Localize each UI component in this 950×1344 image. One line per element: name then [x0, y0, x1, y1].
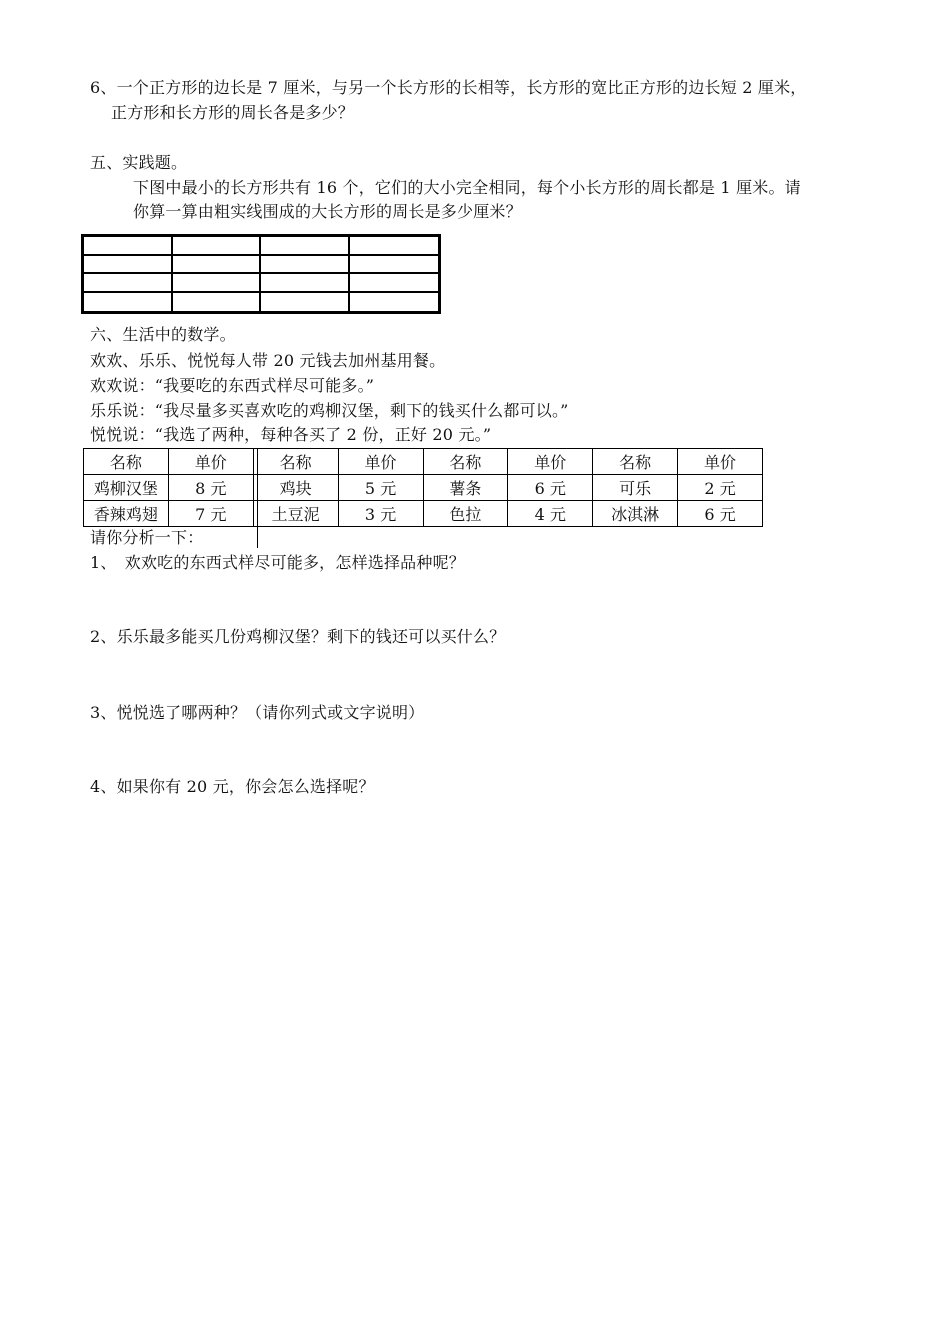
rectangle-grid-figure — [81, 234, 441, 314]
table-cell: 8 元 — [168, 475, 253, 501]
analysis-question-2: 2、乐乐最多能买几份鸡柳汉堡？剩下的钱还可以买什么？ — [90, 627, 506, 646]
grid-cell — [173, 274, 262, 293]
table-cell: 7 元 — [168, 501, 253, 527]
table-cell: 土豆泥 — [253, 501, 338, 527]
table-cell: 鸡块 — [253, 475, 338, 501]
header-cell: 名称 — [84, 449, 169, 475]
analysis-question-4: 4、如果你有 20 元，你会怎么选择呢？ — [90, 777, 375, 796]
grid-cell — [261, 256, 350, 275]
header-cell: 名称 — [593, 449, 678, 475]
section-6-title: 六、生活中的数学。 — [90, 325, 236, 344]
table-cell: 香辣鸡翅 — [84, 501, 169, 527]
table-cell: 色拉 — [423, 501, 508, 527]
analysis-question-3: 3、悦悦选了哪两种？（请你列式或文字说明） — [90, 703, 425, 722]
grid-cell — [350, 256, 439, 275]
table-cell: 冰淇淋 — [593, 501, 678, 527]
header-cell: 名称 — [423, 449, 508, 475]
grid-cell — [173, 237, 262, 256]
grid-cell — [261, 274, 350, 293]
header-cell: 单价 — [168, 449, 253, 475]
table-cell: 薯条 — [423, 475, 508, 501]
grid-cell — [350, 237, 439, 256]
yueyue-says: 悦悦说：“我选了两种，每种各买了 2 份，正好 20 元。” — [90, 425, 492, 444]
table-row — [84, 475, 763, 501]
huanhuan-says: 欢欢说：“我要吃的东西式样尽可能多。” — [90, 376, 375, 395]
table-cell: 6 元 — [678, 501, 763, 527]
table-cell: 4 元 — [508, 501, 593, 527]
grid-cell — [84, 237, 173, 256]
table-cell: 2 元 — [678, 475, 763, 501]
section-5-title: 五、实践题。 — [90, 153, 188, 172]
table-header-row — [84, 449, 763, 475]
question-6-line-1: 6、一个正方形的边长是 7 厘米，与另一个长方形的长相等，长方形的宽比正方形的边长短 2 厘米， — [90, 78, 807, 97]
grid-cell — [173, 256, 262, 275]
section-5-line-2: 你算一算由粗实线围成的大长方形的周长是多少厘米？ — [133, 202, 522, 221]
analysis-question-1: 1、 欢欢吃的东西式样尽可能多，怎样选择品种呢？ — [90, 553, 465, 572]
header-cell: 单价 — [508, 449, 593, 475]
grid-cell — [261, 237, 350, 256]
grid-cell — [84, 293, 173, 312]
analysis-intro: 请你分析一下： — [90, 528, 204, 547]
table-cell: 鸡柳汉堡 — [84, 475, 169, 501]
lele-says: 乐乐说：“我尽量多买喜欢吃的鸡柳汉堡，剩下的钱买什么都可以。” — [90, 401, 569, 420]
table-cell: 可乐 — [593, 475, 678, 501]
grid-cell — [84, 256, 173, 275]
table-cell: 5 元 — [338, 475, 423, 501]
section-6-intro: 欢欢、乐乐、悦悦每人带 20 元钱去加州基用餐。 — [90, 351, 446, 370]
grid-cell — [350, 293, 439, 312]
table-divider-line — [257, 448, 258, 548]
header-cell: 单价 — [678, 449, 763, 475]
grid-cell — [173, 293, 262, 312]
table-cell: 6 元 — [508, 475, 593, 501]
price-table — [83, 448, 763, 527]
header-cell: 单价 — [338, 449, 423, 475]
table-row — [84, 501, 763, 527]
grid-cell — [261, 293, 350, 312]
grid-cell — [84, 274, 173, 293]
header-cell: 名称 — [253, 449, 338, 475]
section-5-line-1: 下图中最小的长方形共有 16 个，它们的大小完全相同，每个小长方形的周长都是 1 厘米。请 — [133, 178, 801, 197]
question-6-line-2: 正方形和长方形的周长各是多少？ — [111, 103, 355, 122]
grid-cell — [350, 274, 439, 293]
table-cell: 3 元 — [338, 501, 423, 527]
